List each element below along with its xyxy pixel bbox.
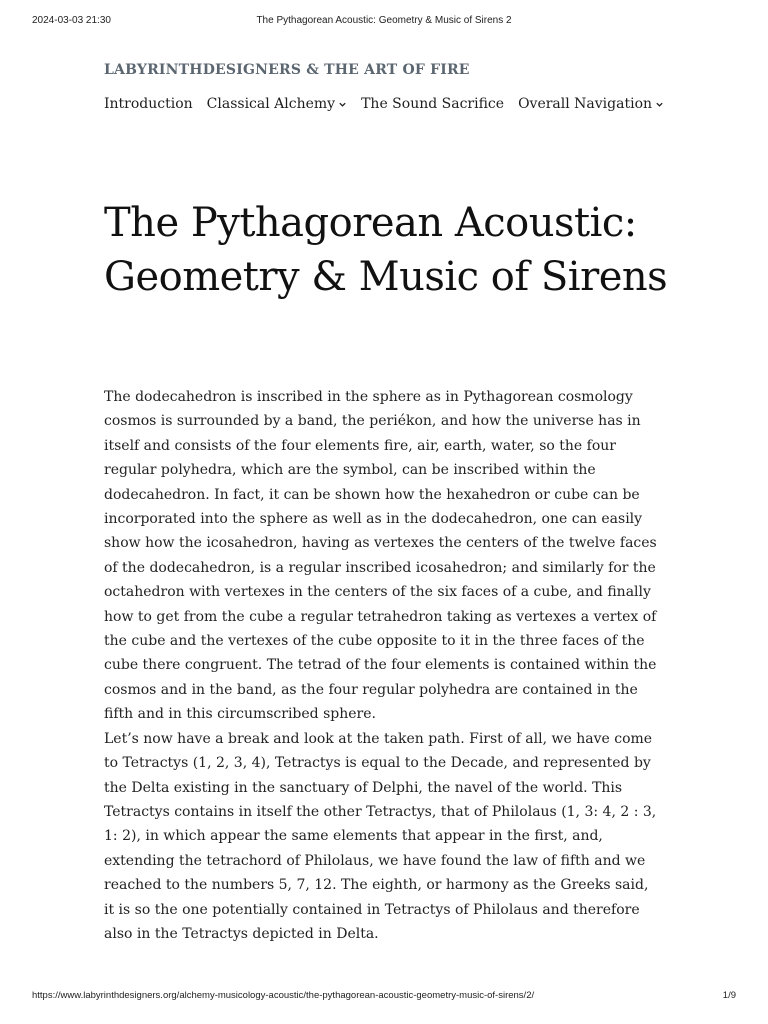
nav-item-label: Overall Navigation (518, 96, 653, 112)
paragraph: The dodecahedron is inscribed in the sphere as in Pythagorean cosmology cosmos is surrounded by a band, the periékon, and how the universe has in itself and consists of the four elements fire, air, earth, water, so the four regular polyhedra, which are the symbol, can be inscribed within the dodecahedron. In fact, it can be shown how the hexahedron or cube can be incorporated into the sphere as well as in the dodecahedron, one can easily show how the icosahedron, having as vertexes the centers of the twelve faces of the dodecahedron, is a regular inscribed icosahedron; and similarly for the octahedron with vertexes in the centers of the six faces of a cube, and finally how to get from the cube a regular tetrahedron taking as vertexes a vertex of the cube and the vertexes of the cube opposite to it in the three faces of the cube there congruent. The tetrad of the four elements is contained within the cosmos and in the band, as the four regular polyhedra are contained in the fifth and in this circumscribed sphere. (104, 389, 657, 723)
nav-item-label: Classical Alchemy (206, 96, 336, 112)
post-content (104, 385, 662, 946)
nav-item-label: Introduction (104, 96, 193, 112)
nav-item-label: The Sound Sacrifice (361, 96, 505, 112)
print-url: https://www.labyrinthdesigners.org/alchemy-musicology-acoustic/the-pythagorean-acoustic-geometry-music-of-sirens/2/ (32, 990, 535, 1001)
print-header (32, 15, 736, 29)
nav-item-overall-navigation[interactable] (518, 96, 664, 112)
chevron-down-icon (338, 100, 347, 109)
nav-item-sound-sacrifice[interactable] (361, 96, 504, 112)
paragraph: Let’s now have a break and look at the taken path. First of all, we have come to Tetractys (1, 2, 3, 4), Tetractys is equal to the Decade, and represented by the Delta existing in the sanctuary of Delphi, the navel of the world. This Tetractys contains in itself the other Tetractys, that of Philolaus (1, 3: 4, 2 : 3, 1: 2), in which appear the same elements that appear in the first, and, extending the tetrachord of Philolaus, we have found the law of fifth and we reached to the numbers 5, 7, 12. The eighth, or harmony as the Greeks said, it is so the one potentially contained in Tetractys of Philolaus and therefore also in the Tetractys depicted in Delta. (104, 730, 657, 942)
print-page-number: 1/9 (722, 990, 736, 1001)
post-title: The Pythagorean Acoustic: Geometry & Music of Sirens (104, 200, 668, 300)
chevron-down-icon (655, 100, 664, 109)
print-page-title: The Pythagorean Acoustic: Geometry & Music of Sirens 2 (256, 15, 512, 26)
nav-item-classical-alchemy[interactable] (207, 96, 347, 112)
site-title[interactable]: LABYRINTHDESIGNERS & THE ART OF FIRE (104, 62, 470, 78)
print-date: 2024-03-03 21:30 (32, 15, 111, 26)
print-footer (32, 990, 736, 1004)
nav-item-introduction[interactable] (104, 96, 193, 112)
main-navigation (104, 96, 664, 112)
